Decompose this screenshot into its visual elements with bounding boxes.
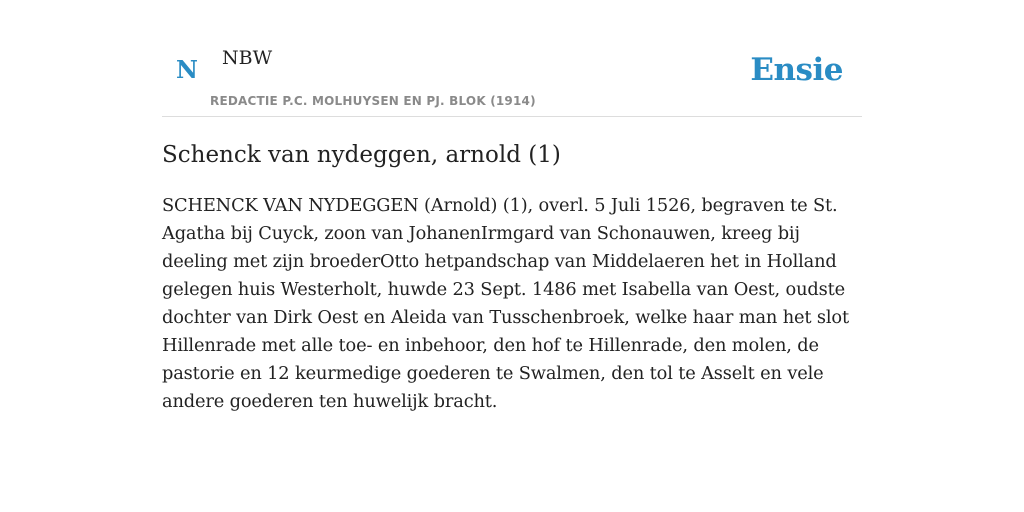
- source-editor-line: REDACTIE P.C. MOLHUYSEN EN PJ. BLOK (1914): [210, 94, 536, 108]
- source-name[interactable]: NBW: [222, 47, 273, 69]
- article-body: SCHENCK VAN NYDEGGEN (Arnold) (1), overl. 5 Juli 1526, begraven te St. Agatha bij Cuyck, zoon van JohanenIrmgard van Schonauwen, kreeg bij deeling met zijn broederOtto hetpandschap van Middelaeren het in Holland gelegen huis Westerholt, huwde 23 Sept. 1486 met Isabella van Oest, oudste dochter van Dirk Oest en Aleida van Tusschenbroek, welke haar man het slot Hillenrade met alle toe- en inbehoor, den hof te Hillenrade, den molen, de pastorie en 12 keurmedige goederen te Swalmen, den tol te Asselt en vele andere goederen ten huwelijk bracht.: [162, 195, 849, 412]
- source-logo-letter[interactable]: N: [176, 55, 198, 84]
- page-container: [162, 0, 862, 412]
- ensie-brand-logo[interactable]: Ensie: [750, 52, 843, 88]
- source-header: [162, 0, 862, 117]
- page-title: Schenck van nydeggen, arnold (1): [162, 142, 561, 168]
